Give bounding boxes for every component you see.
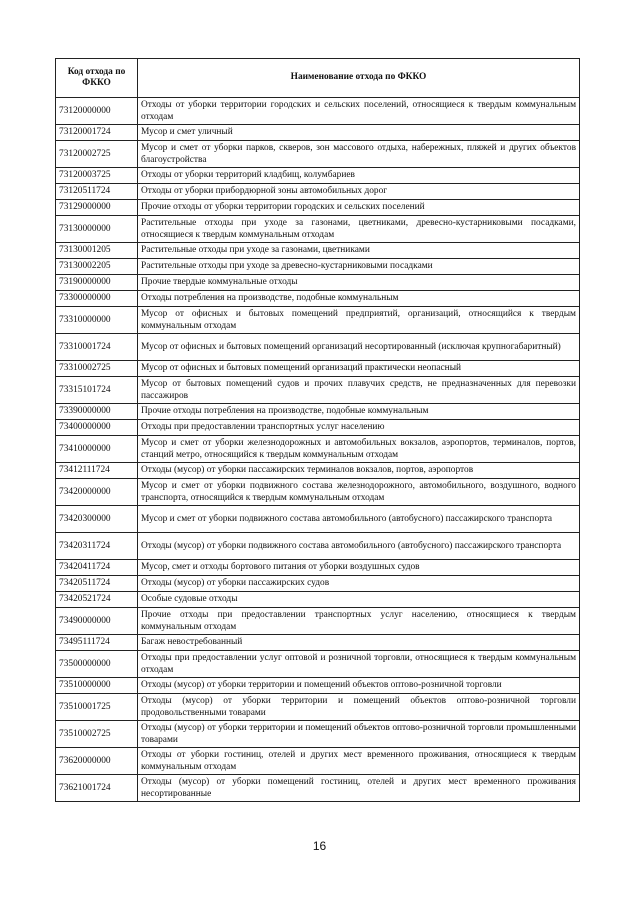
table-row [56, 560, 580, 576]
waste-name-cell: Прочие отходы при предоставлении транспортных услуг населению, относящиеся к твердым коммунальным отходам [138, 608, 580, 635]
waste-name-cell: Растительные отходы при уходе за газонами, цветниками [138, 243, 580, 259]
waste-name-cell: Мусор от офисных и бытовых помещений предприятий, организаций, относящийся к твердым коммунальным отходам [138, 307, 580, 334]
table-body [56, 98, 580, 802]
table-header [56, 59, 580, 98]
waste-name-cell: Мусор и смет от уборки подвижного состава автомобильного (автобусного) пассажирского транспорта [138, 506, 580, 533]
waste-name-cell: Прочие твердые коммунальные отходы [138, 275, 580, 291]
waste-code-cell: 73495111724 [56, 635, 138, 651]
table-row [56, 463, 580, 479]
waste-name-cell: Мусор, смет и отходы бортового питания от уборки воздушных судов [138, 560, 580, 576]
waste-name-cell: Мусор и смет уличный [138, 125, 580, 141]
waste-name-cell: Отходы от уборки гостиниц, отелей и других мест временного проживания, относящиеся к твердым коммунальным отходам [138, 748, 580, 775]
waste-name-cell: Прочие отходы от уборки территории городских и сельских поселений [138, 200, 580, 216]
waste-code-cell: 73190000000 [56, 275, 138, 291]
waste-name-cell: Отходы (мусор) от уборки территории и помещений объектов оптово-розничной торговли продовольственными товарами [138, 694, 580, 721]
waste-name-cell: Мусор и смет от уборки парков, скверов, зон массового отдыха, набережных, пляжей и других объектов благоустройства [138, 141, 580, 168]
waste-name-cell: Отходы (мусор) от уборки пассажирских терминалов вокзалов, портов, аэропортов [138, 463, 580, 479]
table-row [56, 608, 580, 635]
table-row [56, 404, 580, 420]
table-row [56, 243, 580, 259]
table-header-row [56, 59, 580, 98]
table-row [56, 200, 580, 216]
waste-name-cell: Мусор от бытовых помещений судов и прочих плавучих средств, не предназначенных для перевозки пассажиров [138, 377, 580, 404]
waste-name-cell: Отходы при предоставлении услуг оптовой и розничной торговли, относящиеся к твердым коммунальным отходам [138, 651, 580, 678]
waste-classification-table [55, 58, 580, 802]
waste-name-cell: Особые судовые отходы [138, 592, 580, 608]
table-row [56, 479, 580, 506]
waste-code-cell: 73420311724 [56, 533, 138, 560]
waste-code-cell: 73420000000 [56, 479, 138, 506]
waste-code-cell: 73400000000 [56, 420, 138, 436]
table-row [56, 436, 580, 463]
waste-name-cell: Багаж невостребованный [138, 635, 580, 651]
table-row [56, 576, 580, 592]
waste-code-cell: 73621001724 [56, 775, 138, 802]
waste-name-cell: Отходы от уборки прибордюрной зоны автомобильных дорог [138, 184, 580, 200]
waste-name-cell: Отходы (мусор) от уборки подвижного состава автомобильного (автобусного) пассажирского транспорта [138, 533, 580, 560]
table-row [56, 334, 580, 361]
waste-name-cell: Мусор от офисных и бытовых помещений организаций несортированный (исключая крупногабаритный) [138, 334, 580, 361]
waste-name-cell: Отходы (мусор) от уборки территории и помещений объектов оптово-розничной торговли промышленными товарами [138, 721, 580, 748]
table-row [56, 748, 580, 775]
table-row [56, 775, 580, 802]
column-header-name: Наименование отхода по ФККО [138, 59, 580, 98]
waste-name-cell: Отходы от уборки территории городских и сельских поселений, относящиеся к твердым коммунальным отходам [138, 98, 580, 125]
table-row [56, 635, 580, 651]
table-row [56, 275, 580, 291]
waste-code-cell: 73120000000 [56, 98, 138, 125]
waste-code-cell: 73420511724 [56, 576, 138, 592]
waste-code-cell: 73310002725 [56, 361, 138, 377]
table-row [56, 291, 580, 307]
waste-name-cell: Отходы потребления на производстве, подобные коммунальным [138, 291, 580, 307]
page-number: 16 [312, 839, 327, 853]
waste-code-cell: 73120002725 [56, 141, 138, 168]
table-row [56, 98, 580, 125]
waste-name-cell: Мусор и смет от уборки железнодорожных и автомобильных вокзалов, аэропортов, терминалов, портов, станций метро, относящийся к твердым коммунальным отходам [138, 436, 580, 463]
table-row [56, 259, 580, 275]
table-row [56, 533, 580, 560]
waste-code-cell: 73410000000 [56, 436, 138, 463]
waste-name-cell: Мусор от офисных и бытовых помещений организаций практически неопасный [138, 361, 580, 377]
waste-code-cell: 73120003725 [56, 168, 138, 184]
table-row [56, 184, 580, 200]
waste-name-cell: Отходы (мусор) от уборки помещений гостиниц, отелей и других мест временного проживания несортированные [138, 775, 580, 802]
waste-code-cell: 73420300000 [56, 506, 138, 533]
table-row [56, 168, 580, 184]
waste-code-cell: 73390000000 [56, 404, 138, 420]
table-row [56, 694, 580, 721]
table-row [56, 377, 580, 404]
table-row [56, 420, 580, 436]
waste-code-cell: 73420411724 [56, 560, 138, 576]
table-row [56, 721, 580, 748]
waste-name-cell: Отходы при предоставлении транспортных услуг населению [138, 420, 580, 436]
waste-code-cell: 73315101724 [56, 377, 138, 404]
waste-code-cell: 73130000000 [56, 216, 138, 243]
table-row [56, 125, 580, 141]
waste-code-cell: 73310001724 [56, 334, 138, 361]
table-row [56, 216, 580, 243]
waste-name-cell: Отходы (мусор) от уборки территории и помещений объектов оптово-розничной торговли [138, 678, 580, 694]
waste-code-cell: 73510002725 [56, 721, 138, 748]
waste-code-cell: 73510001725 [56, 694, 138, 721]
waste-code-cell: 73412111724 [56, 463, 138, 479]
waste-name-cell: Растительные отходы при уходе за древесно-кустарниковыми посадками [138, 259, 580, 275]
table-row [56, 361, 580, 377]
column-header-code: Код отхода по ФККО [56, 59, 138, 98]
waste-name-cell: Прочие отходы потребления на производстве, подобные коммунальным [138, 404, 580, 420]
waste-code-cell: 73130001205 [56, 243, 138, 259]
waste-code-cell: 73129000000 [56, 200, 138, 216]
table-row [56, 651, 580, 678]
table-row [56, 592, 580, 608]
waste-name-cell: Отходы (мусор) от уборки пассажирских судов [138, 576, 580, 592]
table-row [56, 678, 580, 694]
waste-code-cell: 73120001724 [56, 125, 138, 141]
waste-code-cell: 73310000000 [56, 307, 138, 334]
waste-name-cell: Растительные отходы при уходе за газонами, цветниками, древесно-кустарниковыми посадками, относящиеся к твердым коммунальным отходам [138, 216, 580, 243]
table-row [56, 307, 580, 334]
waste-code-cell: 73300000000 [56, 291, 138, 307]
waste-name-cell: Мусор и смет от уборки подвижного состава железнодорожного, автомобильного, воздушного, водного транспорта, относящийся к твердым коммунальным отходам [138, 479, 580, 506]
table-row [56, 506, 580, 533]
table-row [56, 141, 580, 168]
waste-name-cell: Отходы от уборки территорий кладбищ, колумбариев [138, 168, 580, 184]
waste-code-cell: 73510000000 [56, 678, 138, 694]
waste-code-cell: 73130002205 [56, 259, 138, 275]
waste-code-cell: 73420521724 [56, 592, 138, 608]
waste-code-cell: 73620000000 [56, 748, 138, 775]
waste-code-cell: 73120511724 [56, 184, 138, 200]
waste-code-cell: 73500000000 [56, 651, 138, 678]
waste-code-cell: 73490000000 [56, 608, 138, 635]
